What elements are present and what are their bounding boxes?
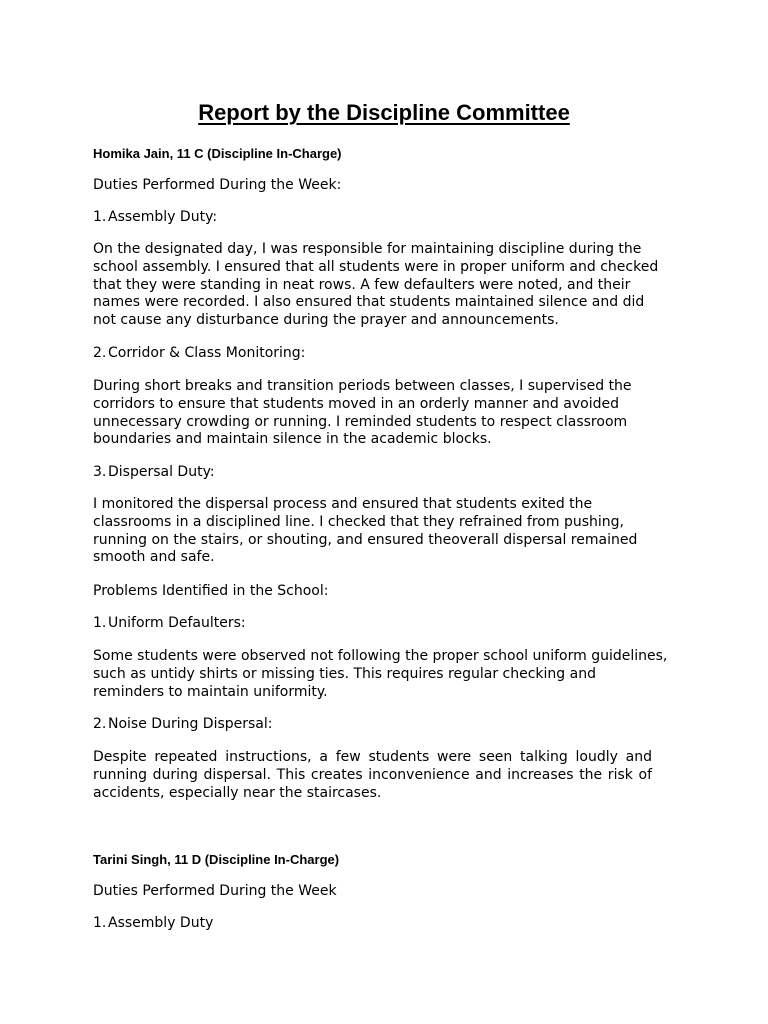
list-number: 3. <box>93 464 107 480</box>
page-title: Report by the Discipline Committee <box>198 100 570 125</box>
duty-item-assembly-2 <box>93 915 683 933</box>
paragraph-line: During short breaks and transition periods between classes, I supervised the <box>93 378 632 394</box>
paragraph-line: running during dispersal. This creates inconvenience and increases the risk of <box>93 766 652 783</box>
author-name-tarini: Tarini Singh, 11 D (Discipline In-Charge) <box>93 852 340 867</box>
paragraph-assembly-duty <box>93 241 683 330</box>
paragraph-line: not cause any disturbance during the prayer and announcements. <box>93 312 559 329</box>
paragraph-line: Despite repeated instructions, a few students were seen talking loudly and <box>93 749 652 765</box>
list-number: 2. <box>93 716 107 732</box>
list-number: 1. <box>93 915 107 931</box>
paragraph-noise-problem <box>93 749 652 802</box>
author-name-homika: Homika Jain, 11 C (Discipline In-Charge) <box>93 146 342 161</box>
paragraph-line: boundaries and maintain silence in the academic blocks. <box>93 431 492 448</box>
list-number: 1. <box>93 615 107 631</box>
paragraph-line: corridors to ensure that students moved in an orderly manner and avoided <box>93 395 619 412</box>
duty-label: Dispersal Duty: <box>108 464 215 480</box>
problem-label: Noise During Dispersal: <box>108 716 273 732</box>
duties-heading: Duties Performed During the Week: <box>93 177 342 193</box>
paragraph-line: that they were standing in neat rows. A few defaulters were noted, and their <box>93 276 631 293</box>
list-number: 2. <box>93 345 107 361</box>
duty-item-assembly <box>93 209 683 227</box>
paragraph-line: Some students were observed not following the proper school uniform guidelines, <box>93 648 668 664</box>
paragraph-line: running on the stairs, or shouting, and ensured theoverall dispersal remained <box>93 531 638 548</box>
paragraph-line: unnecessary crowding or running. I reminded students to respect classroom <box>93 413 628 430</box>
paragraph-line: reminders to maintain uniformity. <box>93 683 328 700</box>
paragraph-line: names were recorded. I also ensured that students maintained silence and did <box>93 294 645 311</box>
duties-heading-2: Duties Performed During the Week <box>93 883 337 899</box>
problem-item-noise <box>93 716 683 734</box>
problem-item-uniform <box>93 615 683 633</box>
problems-heading: Problems Identified in the School: <box>93 583 329 599</box>
duty-label: Corridor & Class Monitoring: <box>108 345 306 361</box>
duty-label: Assembly Duty: <box>108 209 218 225</box>
problem-label: Uniform Defaulters: <box>108 615 246 631</box>
paragraph-uniform-problem <box>93 648 683 701</box>
duty-item-dispersal <box>93 464 683 482</box>
paragraph-line: school assembly. I ensured that all students were in proper uniform and checked <box>93 258 659 275</box>
paragraph-line: I monitored the dispersal process and ensured that students exited the <box>93 496 593 512</box>
paragraph-dispersal-duty <box>93 496 683 567</box>
paragraph-line: On the designated day, I was responsible for maintaining discipline during the <box>93 241 642 257</box>
paragraph-line: accidents, especially near the staircases. <box>93 784 382 801</box>
paragraph-line: such as untidy shirts or missing ties. This requires regular checking and <box>93 665 596 682</box>
paragraph-corridor-duty <box>93 378 683 449</box>
duty-label: Assembly Duty <box>108 915 214 931</box>
paragraph-line: classrooms in a disciplined line. I checked that they refrained from pushing, <box>93 513 624 530</box>
duty-item-corridor <box>93 345 683 363</box>
list-number: 1. <box>93 209 107 225</box>
paragraph-line: smooth and safe. <box>93 549 215 566</box>
